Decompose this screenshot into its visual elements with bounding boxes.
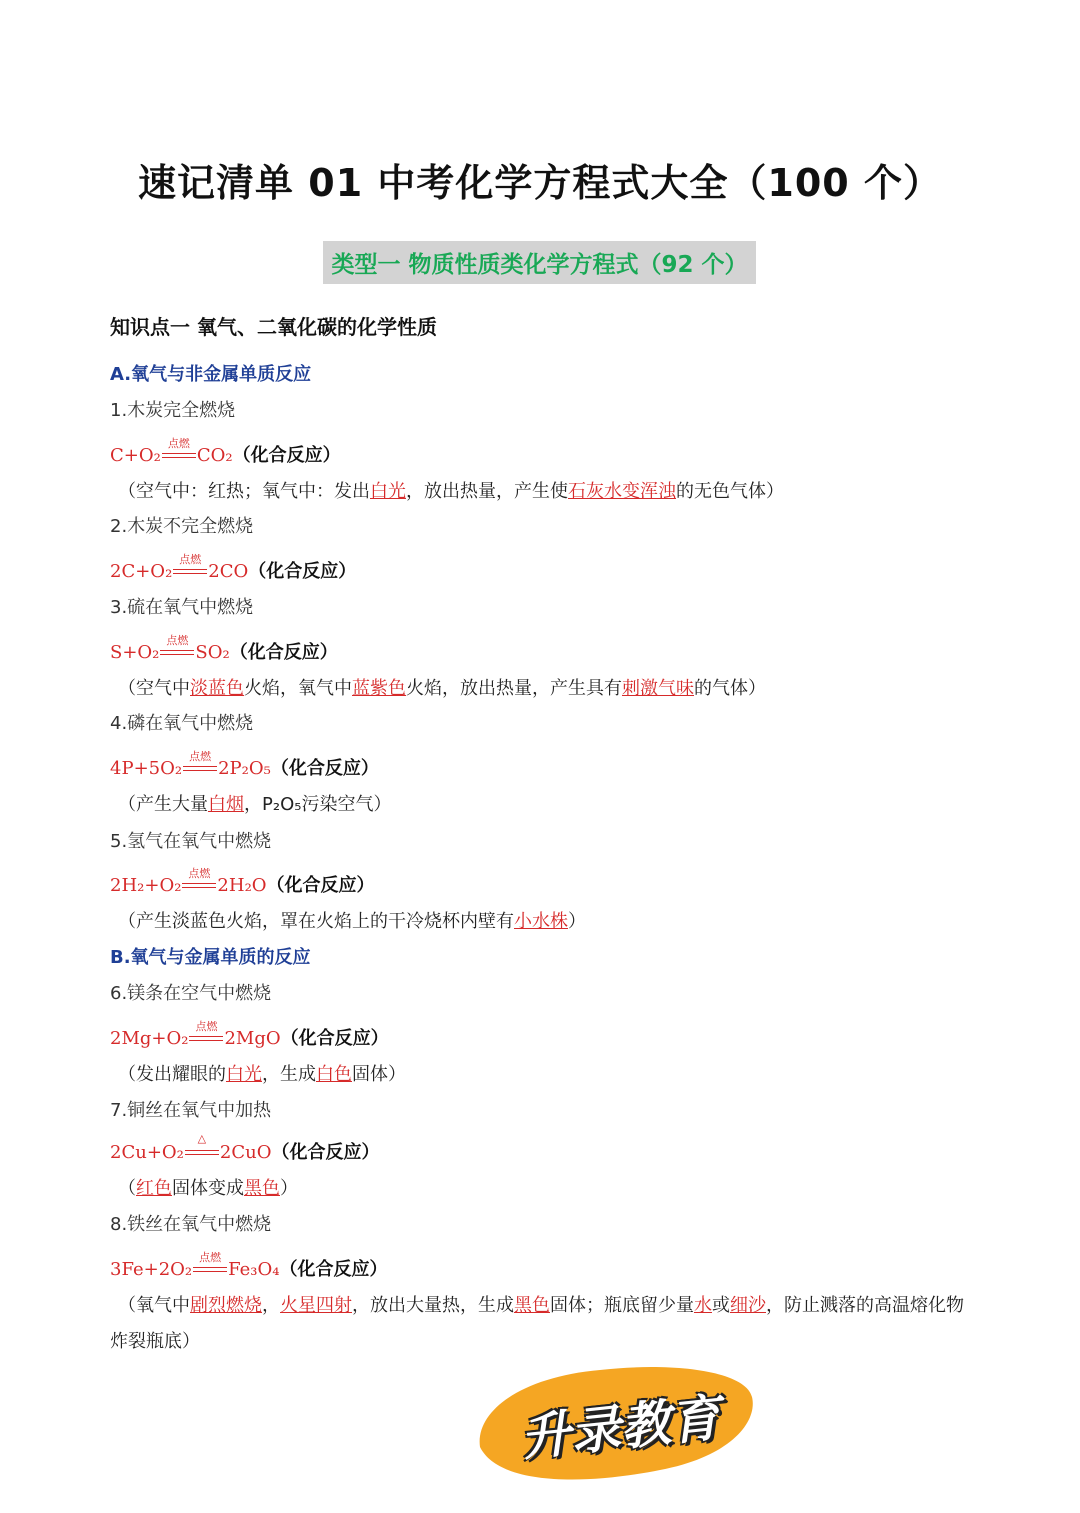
reaction-title: 6.镁条在空气中燃烧: [110, 983, 272, 1004]
reaction-title: 2.木炭不完全燃烧: [110, 516, 254, 537]
condition-label: △: [197, 1132, 207, 1145]
reaction-type: （化合反应）: [271, 1142, 380, 1163]
equation-reactants: C+O₂: [110, 445, 161, 466]
observation-text: ）: [280, 1178, 298, 1199]
condition-label: 点燃: [166, 634, 189, 647]
highlight-keyword: 火星四射: [280, 1295, 352, 1316]
observation-text: 固体）: [352, 1064, 406, 1085]
observation-text: 固体；瓶底留少量: [550, 1295, 694, 1316]
reaction-condition: [189, 1020, 223, 1046]
type-heading: 类型一 物质性质类化学方程式（92 个）: [323, 241, 756, 284]
reaction-title: 7.铜丝在氧气中加热: [110, 1100, 272, 1121]
logo-text: 升录教育: [517, 1388, 723, 1468]
reaction-type: （化合反应）: [232, 445, 341, 466]
highlight-keyword: 刺激气味: [622, 678, 694, 699]
observation-text: （空气中：红热；氧气中：发出: [118, 481, 370, 502]
equation-products: 2MgO: [224, 1028, 281, 1049]
chemical-equation: [110, 867, 375, 897]
observation-text: ，防止溅落的高温熔化物: [766, 1295, 964, 1316]
observation-text: 的气体）: [694, 678, 766, 699]
reaction-observation: [118, 1060, 406, 1086]
reaction-condition: [182, 867, 216, 893]
reaction-condition: [173, 553, 207, 579]
reaction-type: （化合反应）: [248, 561, 357, 582]
observation-text: （产生大量: [118, 794, 208, 815]
section-b-heading: B.氧气与金属单质的反应: [110, 947, 311, 968]
highlight-keyword: 剧烈燃烧: [190, 1295, 262, 1316]
equation-products: 2CuO: [219, 1142, 272, 1163]
reaction-observation: [118, 907, 586, 933]
highlight-keyword: 白色: [316, 1064, 352, 1085]
equation-reactants: S+O₂: [110, 642, 160, 663]
observation-text: ，放出大量热，生成: [352, 1295, 514, 1316]
observation-text: 火焰，放出热量，产生具有: [406, 678, 622, 699]
reaction-condition: [162, 437, 196, 463]
highlight-keyword: 石灰水变浑浊: [568, 481, 676, 502]
reaction-title: 4.磷在氧气中燃烧: [110, 713, 254, 734]
reaction-observation: [118, 1291, 964, 1317]
reaction-title: 8.铁丝在氧气中燃烧: [110, 1214, 272, 1235]
observation-text: （氧气中: [118, 1295, 190, 1316]
equation-reactants: 2C+O₂: [110, 561, 173, 582]
observation-text: 固体变成: [172, 1178, 244, 1199]
chemical-equation: [110, 634, 338, 664]
brand-logo: [460, 1352, 760, 1490]
observation-text: 或: [712, 1295, 730, 1316]
equation-products: 2CO: [208, 561, 249, 582]
observation-text: （发出耀眼的: [118, 1064, 226, 1085]
reaction-type: （化合反应）: [229, 642, 338, 663]
highlight-keyword: 白烟: [208, 794, 244, 815]
equation-reactants: 4P+5O₂: [110, 758, 183, 779]
highlight-keyword: 红色: [136, 1178, 172, 1199]
reaction-type: （化合反应）: [280, 1028, 389, 1049]
equation-products: SO₂: [195, 642, 230, 663]
chemical-equation: [110, 1132, 380, 1164]
highlight-keyword: 水: [694, 1295, 712, 1316]
section-a-heading: A.氧气与非金属单质反应: [110, 364, 312, 385]
observation-text: 火焰，氧气中: [244, 678, 352, 699]
observation-text: ）: [568, 911, 586, 932]
reaction-title: 1.木炭完全燃烧: [110, 400, 236, 421]
reaction-observation: [118, 790, 391, 816]
equation-reactants: 2Cu+O₂: [110, 1142, 184, 1163]
reaction-observation: [118, 477, 784, 503]
reaction-title: 5.氢气在氧气中燃烧: [110, 831, 272, 852]
condition-label: 点燃: [195, 1020, 218, 1033]
observation-text: 的无色气体）: [676, 481, 784, 502]
item8-note-continuation: 炸裂瓶底）: [110, 1331, 200, 1352]
highlight-keyword: 蓝紫色: [352, 678, 406, 699]
equation-reactants: 3Fe+2O₂: [110, 1259, 193, 1280]
equation-reactants: 2H₂+O₂: [110, 875, 182, 896]
equation-products: CO₂: [196, 445, 233, 466]
condition-label: 点燃: [179, 553, 202, 566]
chemical-equation: [110, 1251, 388, 1281]
reaction-condition: [193, 1251, 227, 1277]
highlight-keyword: 细沙: [730, 1295, 766, 1316]
equation-products: 2H₂O: [217, 875, 267, 896]
reaction-type: （化合反应）: [270, 758, 379, 779]
condition-label: 点燃: [188, 867, 211, 880]
highlight-keyword: 黑色: [244, 1178, 280, 1199]
observation-text: ，放出热量，产生使: [406, 481, 568, 502]
equation-products: 2P₂O₅: [218, 758, 271, 779]
reaction-type: （化合反应）: [266, 875, 375, 896]
chemical-equation: [110, 750, 379, 780]
reaction-condition: [183, 750, 217, 776]
reaction-condition: [185, 1132, 219, 1160]
chemical-equation: [110, 1020, 389, 1050]
chemical-equation: [110, 553, 357, 583]
highlight-keyword: 白光: [370, 481, 406, 502]
knowledge-point-heading: 知识点一 氧气、二氧化碳的化学性质: [110, 315, 437, 339]
highlight-keyword: 黑色: [514, 1295, 550, 1316]
reaction-observation: [118, 1174, 298, 1200]
reaction-condition: [160, 634, 194, 660]
reaction-observation: [118, 674, 766, 700]
reaction-title: 3.硫在氧气中燃烧: [110, 597, 254, 618]
reaction-type: （化合反应）: [279, 1259, 388, 1280]
observation-text: ，生成: [262, 1064, 316, 1085]
observation-text: （产生淡蓝色火焰，罩在火焰上的干冷烧杯内壁有: [118, 911, 514, 932]
highlight-keyword: 白光: [226, 1064, 262, 1085]
observation-text: （: [118, 1178, 136, 1199]
condition-label: 点燃: [199, 1251, 222, 1264]
observation-text: （空气中: [118, 678, 190, 699]
highlight-keyword: 小水株: [514, 911, 568, 932]
chemical-equation: [110, 437, 341, 467]
equation-reactants: 2Mg+O₂: [110, 1028, 189, 1049]
highlight-keyword: 淡蓝色: [190, 678, 244, 699]
observation-text: ，: [262, 1295, 280, 1316]
condition-label: 点燃: [189, 750, 212, 763]
page-title: 速记清单 01 中考化学方程式大全（100 个）: [138, 161, 942, 205]
condition-label: 点燃: [167, 437, 190, 450]
observation-text: ，P₂O₅污染空气）: [244, 794, 392, 815]
equation-products: Fe₃O₄: [228, 1259, 280, 1280]
